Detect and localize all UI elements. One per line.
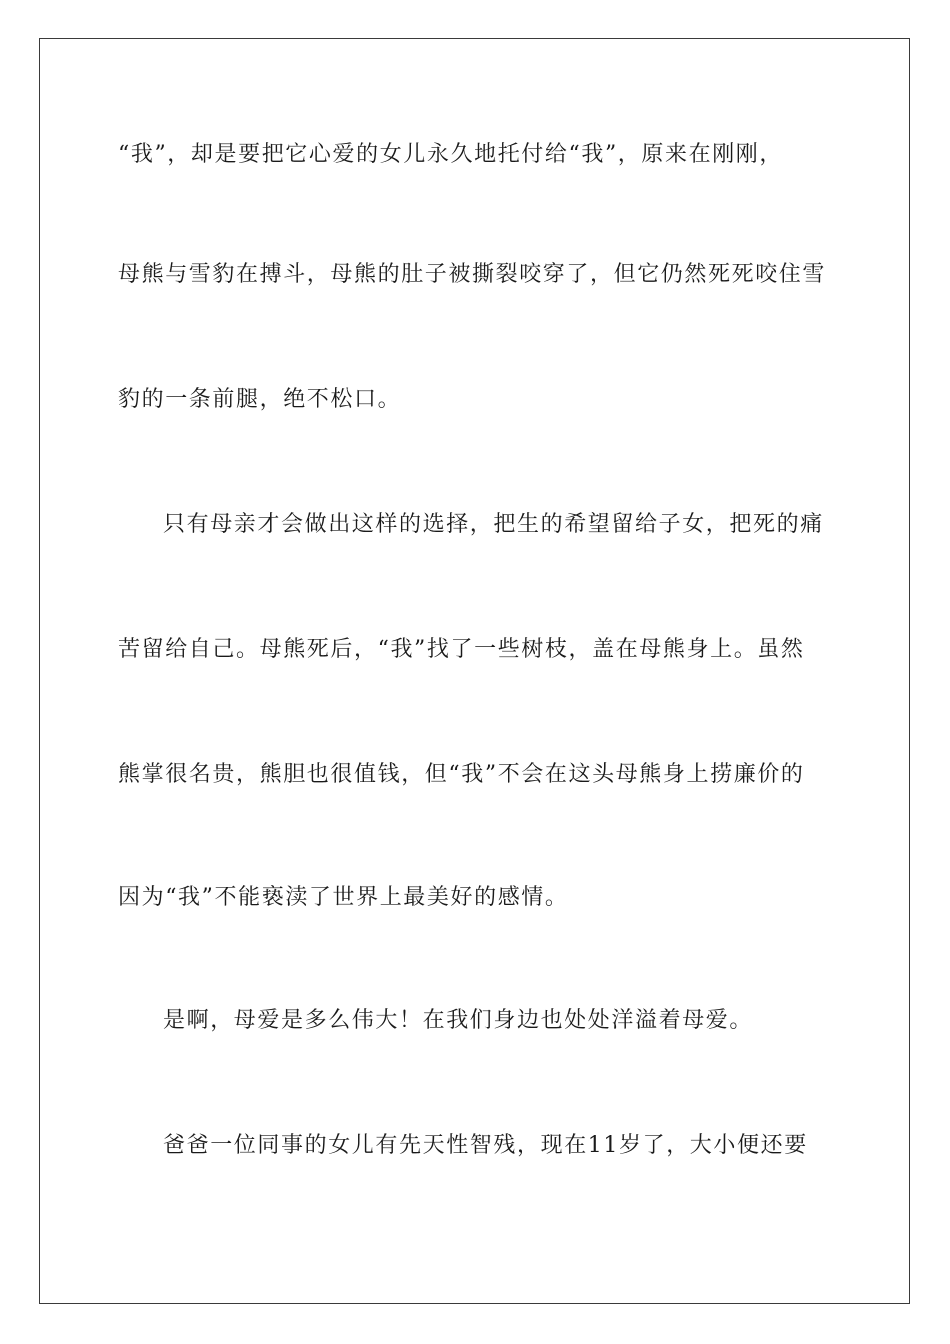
text-line-8: 是啊，母爱是多么伟大！在我们身边也处处洋溢着母爱。 — [163, 1008, 754, 1033]
text-line-3: 豹的一条前腿，绝不松口。 — [118, 387, 402, 412]
text-line-7: 因为“我”不能亵渎了世界上最美好的感情。 — [118, 885, 569, 910]
text-line-5: 苦留给自己。母熊死后，“我”找了一些树枝，盖在母熊身上。虽然 — [118, 637, 805, 662]
text-line-6: 熊掌很名贵，熊胆也很值钱，但“我”不会在这头母熊身上捞廉价的 — [118, 762, 805, 787]
page-frame — [39, 38, 910, 1304]
text-line-4: 只有母亲才会做出这样的选择，把生的希望留给子女，把死的痛 — [163, 512, 824, 537]
text-line-2: 母熊与雪豹在搏斗，母熊的肚子被撕裂咬穿了，但它仍然死死咬住雪 — [118, 262, 827, 287]
text-line-9: 爸爸一位同事的女儿有先天性智残，现在11岁了，大小便还要 — [163, 1133, 808, 1158]
text-line-1: “我”，却是要把它心爱的女儿永久地托付给“我”，原来在刚刚， — [118, 142, 783, 167]
